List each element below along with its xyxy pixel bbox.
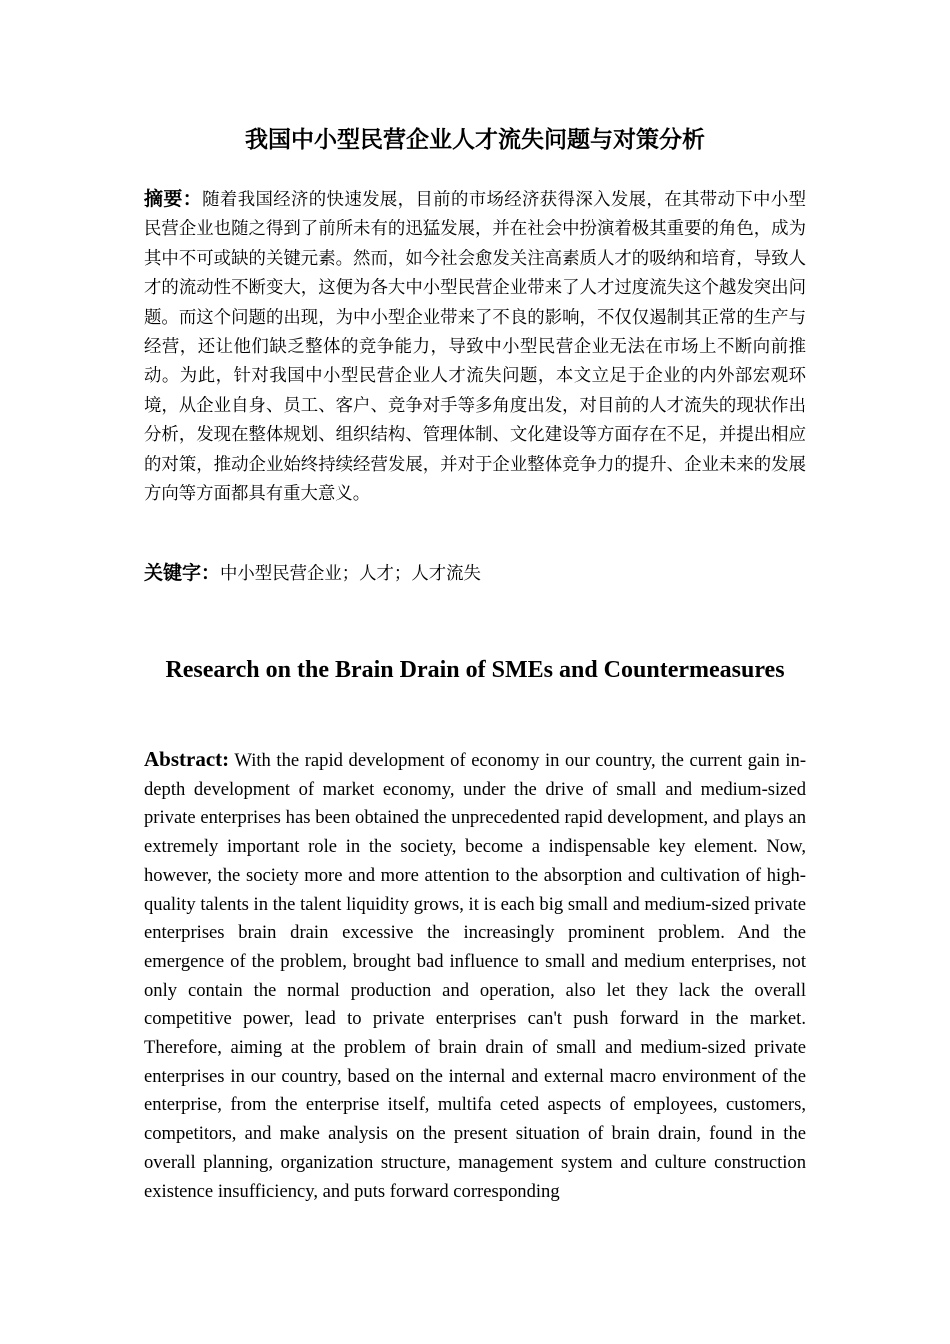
- chinese-title: 我国中小型民营企业人才流失问题与对策分析: [245, 127, 705, 153]
- english-abstract-label: Abstract:: [144, 747, 230, 771]
- chinese-abstract-label: 摘要：: [144, 188, 203, 210]
- english-title: Research on the Brain Drain of SMEs and Countermeasures: [165, 657, 785, 683]
- chinese-abstract: [144, 185, 806, 509]
- english-abstract: [144, 745, 806, 1206]
- chinese-keywords-text: 中小型民营企业；人才；人才流失: [220, 564, 481, 584]
- english-abstract-text: With the rapid development of economy in our country, the current gain in-depth development of market economy, under the drive of small and medium-sized private enterprises has been obtained the unprecedented rapid development, and plays an extremely important role in the society, become a indispensable key element. Now, however, the society more and more attention to the absorption and cultivation of high-quality talents in the talent liquidity grows, it is each big small and medium-sized private enterprises brain drain excessive the increasingly prominent problem. And the emergence of the problem, brought bad influence to small and medium enterprises, not only contain the normal production and operation, also let they lack the overall competitive power, lead to private enterprises can't push forward in the market. Therefore, aiming at the problem of brain drain of small and medium-sized private enterprises in our country, based on the internal and external macro environment of the enterprise, from the enterprise itself, multifa ceted aspects of employees, customers, competitors, and make analysis on the present situation of brain drain, found in the overall planning, organization structure, management system and culture construction existence insufficiency, and puts forward corresponding: [144, 750, 807, 1202]
- chinese-keywords-label: 关键字：: [144, 562, 221, 584]
- chinese-keywords: [144, 558, 806, 589]
- chinese-abstract-text: 随着我国经济的快速发展，目前的市场经济获得深入发展，在其带动下中小型民营企业也随之得到了前所未有的迅猛发展，并在社会中扮演着极其重要的角色，成为其中不可或缺的关键元素。然而，如今社会愈发关注高素质人才的吸纳和培育，导致人才的流动性不断变大，这便为各大中小型民营企业带来了人才过度流失这个越发突出问题。而这个问题的出现，为中小型企业带来了不良的影响，不仅仅遏制其正常的生产与经营，还让他们缺乏整体的竞争能力，导致中小型民营企业无法在市场上不断向前推动。为此，针对我国中小型民营企业人才流失问题，本文立足于企业的内外部宏观环境，从企业自身、员工、客户、竞争对手等多角度出发，对目前的人才流失的现状作出分析，发现在整体规划、组织结构、管理体制、文化建设等方面存在不足，并提出相应的对策，推动企业始终持续经营发展，并对于企业整体竞争力的提升、企业未来的发展方向等方面都具有重大意义。: [144, 190, 806, 505]
